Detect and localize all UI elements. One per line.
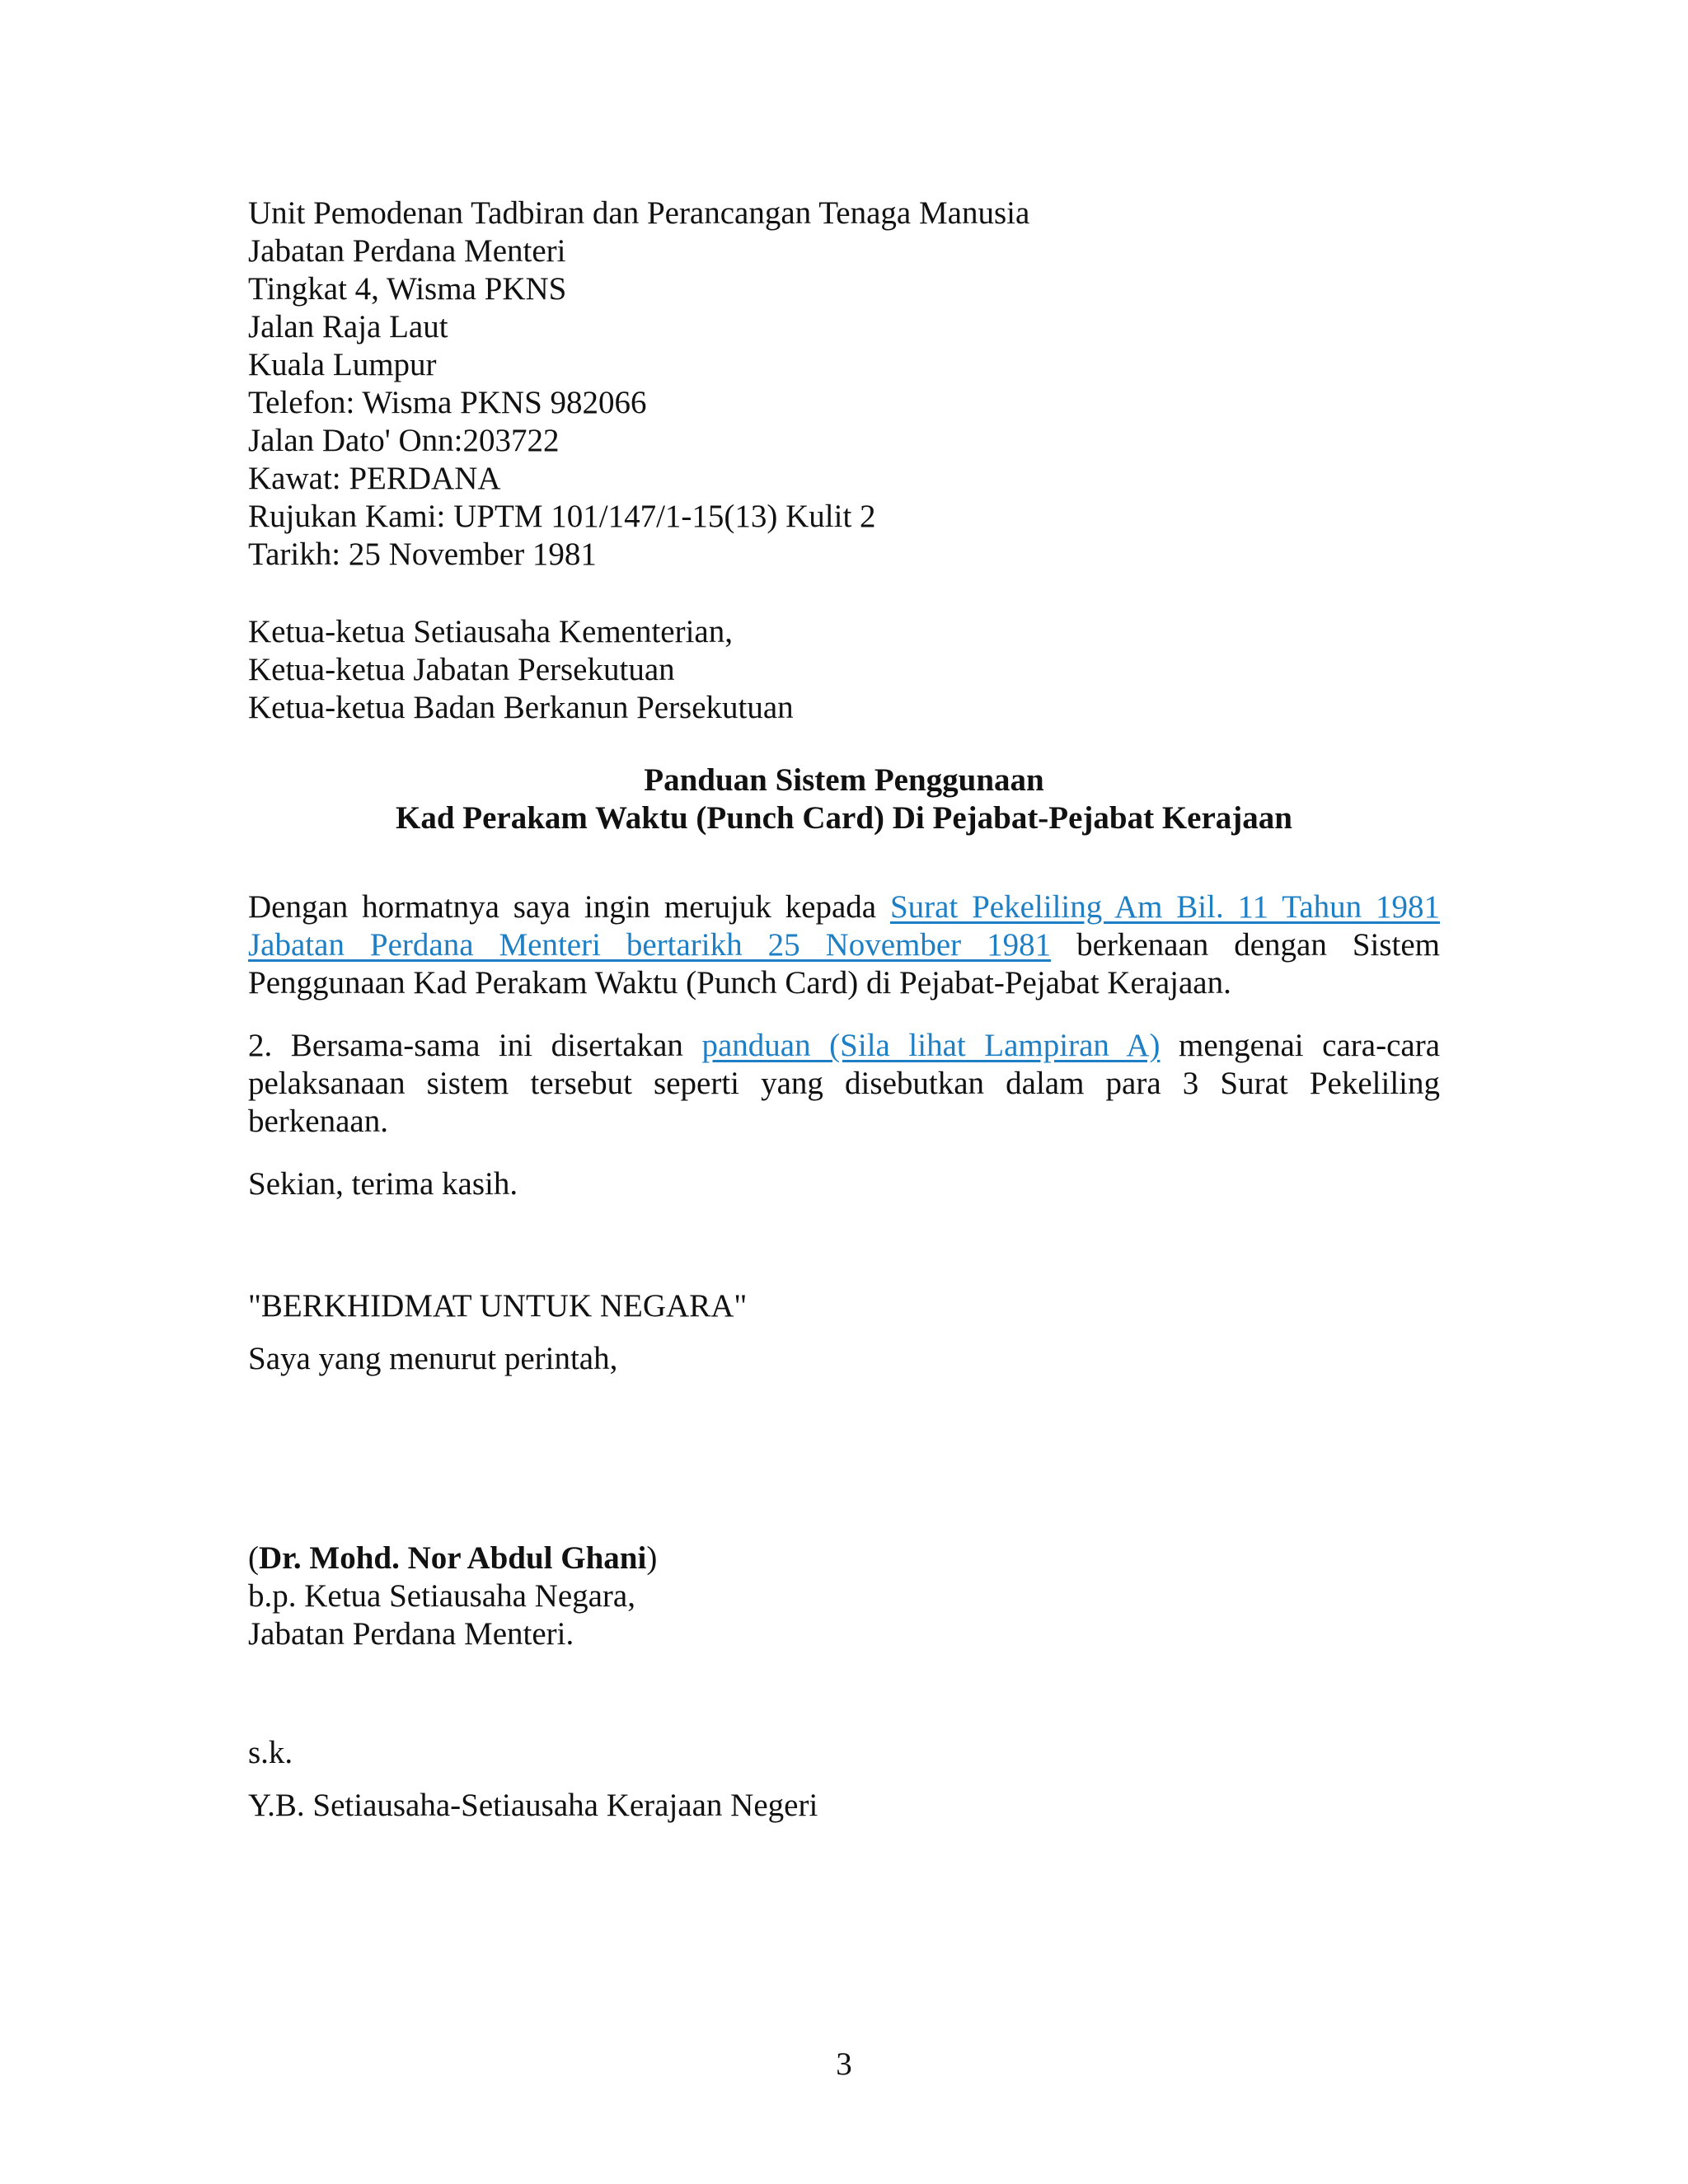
recipient-line: Ketua-ketua Jabatan Persekutuan <box>248 652 675 687</box>
paragraph-2-text: 2. Bersama-sama ini disertakan <box>248 1028 702 1063</box>
reference-number: Rujukan Kami: UPTM 101/147/1-15(13) Kulit 2 <box>248 499 876 534</box>
letterhead-phone: Telefon: Wisma PKNS 982066 <box>248 385 647 420</box>
motto: "BERKHIDMAT UNTUK NEGARA" <box>248 1288 748 1324</box>
paragraph-1-text-end: berkenaan dengan Sistem Penggunaan Kad Perakam Waktu (Punch Card) di Pejabat-Pejabat Kerajaan. <box>248 927 1440 1001</box>
letterhead <box>248 194 1440 574</box>
letterhead-floor: Tingkat 4, Wisma PKNS <box>248 271 567 307</box>
letterhead-street: Jalan Raja Laut <box>248 309 448 344</box>
recipients <box>248 613 1440 727</box>
appendix-link[interactable]: panduan (Sila lihat Lampiran A) <box>701 1028 1160 1063</box>
recipient-line: Ketua-ketua Badan Berkanun Persekutuan <box>248 690 794 725</box>
signatory-title-2: Jabatan Perdana Menteri. <box>248 1616 574 1652</box>
title-line-1: Panduan Sistem Penggunaan <box>644 762 1044 798</box>
paren-close: ) <box>646 1540 658 1576</box>
paren-open: ( <box>248 1540 259 1576</box>
letterhead-unit: Unit Pemodenan Tadbiran dan Perancangan Tenaga Manusia <box>248 195 1030 231</box>
signatory-name: Dr. Mohd. Nor Abdul Ghani <box>259 1540 647 1576</box>
page-number: 3 <box>836 2046 852 2082</box>
recipient-line: Ketua-ketua Setiausaha Kementerian, <box>248 614 733 649</box>
paragraph-1 <box>248 888 1440 1002</box>
paragraph-2 <box>248 1027 1440 1141</box>
paragraph-1-text: Dengan hormatnya saya ingin merujuk kepada <box>248 889 890 925</box>
closing-line: Sekian, terima kasih. <box>248 1166 518 1202</box>
letterhead-city: Kuala Lumpur <box>248 347 437 382</box>
letterhead-phone-2: Jalan Dato' Onn:203722 <box>248 423 560 458</box>
letter-title <box>248 762 1440 837</box>
letter-date: Tarikh: 25 November 1981 <box>248 537 597 572</box>
signatory-title-1: b.p. Ketua Setiausaha Negara, <box>248 1578 635 1614</box>
cc-recipient: Y.B. Setiausaha-Setiausaha Kerajaan Negeri <box>248 1788 818 1823</box>
paragraph-2-text-end: mengenai cara-cara pelaksanaan sistem tersebut seperti yang disebutkan dalam para 3 Surat Pekeliling berkenaan. <box>248 1028 1440 1139</box>
signatory-name-line <box>248 1540 1440 1577</box>
letter-page <box>248 194 1440 1825</box>
letterhead-department: Jabatan Perdana Menteri <box>248 233 566 269</box>
cc-label: s.k. <box>248 1735 293 1770</box>
title-line-2: Kad Perakam Waktu (Punch Card) Di Pejabat-Pejabat Kerajaan <box>396 800 1292 836</box>
signoff-intro: Saya yang menurut perintah, <box>248 1341 618 1376</box>
circular-link[interactable]: Surat Pekeliling Am Bil. 11 Tahun 1981 Jabatan Perdana Menteri bertarikh 25 November 1981 <box>248 889 1440 963</box>
letterhead-telegram: Kawat: PERDANA <box>248 461 501 496</box>
